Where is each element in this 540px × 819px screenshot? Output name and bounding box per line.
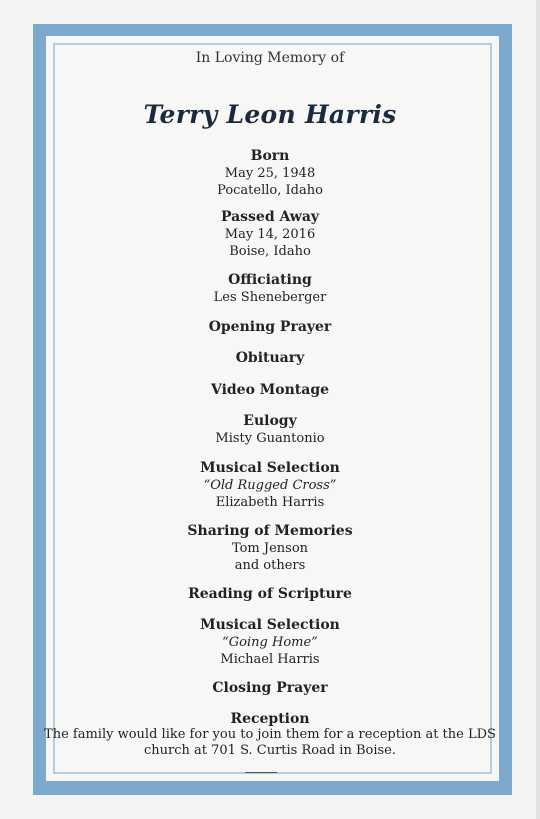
section-heading: Closing Prayer (212, 680, 328, 696)
section-heading: Obituary (235, 350, 305, 366)
reception-details: The family would like for you to join them for a reception at the LDS church at 701 S. Curtis Road in Boise. (44, 727, 496, 758)
section-heading: Passed Away (220, 209, 320, 225)
section-musical-selection-1 (0, 460, 540, 511)
song-title: “Old Rugged Cross” (203, 478, 337, 493)
section-line: May 14, 2016 (224, 227, 316, 242)
section-line: and others (234, 558, 306, 573)
section-heading: Video Montage (210, 382, 330, 398)
section-heading: Officiating (228, 272, 312, 288)
section-opening-prayer (0, 319, 540, 336)
section-line: Tom Jenson (231, 541, 309, 556)
song-title: “Going Home” (222, 635, 318, 650)
section-line: Elizabeth Harris (215, 495, 325, 510)
section-heading: Opening Prayer (208, 319, 332, 335)
section-closing-prayer (0, 680, 540, 697)
section-passed-away (0, 209, 540, 260)
section-heading: Musical Selection (200, 460, 340, 476)
section-line: Misty Guantonio (215, 431, 325, 446)
section-heading: Reception (230, 711, 310, 727)
section-heading: Sharing of Memories (187, 523, 353, 539)
section-officiating (0, 272, 540, 306)
section-line: Pocatello, Idaho (217, 183, 323, 198)
section-line: Les Sheneberger (213, 290, 327, 305)
section-line: Michael Harris (220, 652, 320, 667)
section-heading: Reading of Scripture (188, 586, 352, 602)
memorial-header: In Loving Memory of (195, 50, 345, 66)
divider (245, 772, 277, 773)
section-sharing-of-memories (0, 523, 540, 574)
section-musical-selection-2 (0, 617, 540, 668)
section-born (0, 148, 540, 199)
section-heading: Musical Selection (200, 617, 340, 633)
deceased-name: Terry Leon Harris (143, 100, 397, 129)
section-video-montage (0, 382, 540, 399)
section-eulogy (0, 413, 540, 447)
section-reading-of-scripture (0, 586, 540, 603)
section-line: Boise, Idaho (229, 244, 311, 259)
section-obituary (0, 350, 540, 367)
section-line: May 25, 1948 (224, 166, 316, 181)
section-heading: Born (250, 148, 290, 164)
section-heading: Eulogy (243, 413, 297, 429)
section-reception (0, 711, 540, 728)
